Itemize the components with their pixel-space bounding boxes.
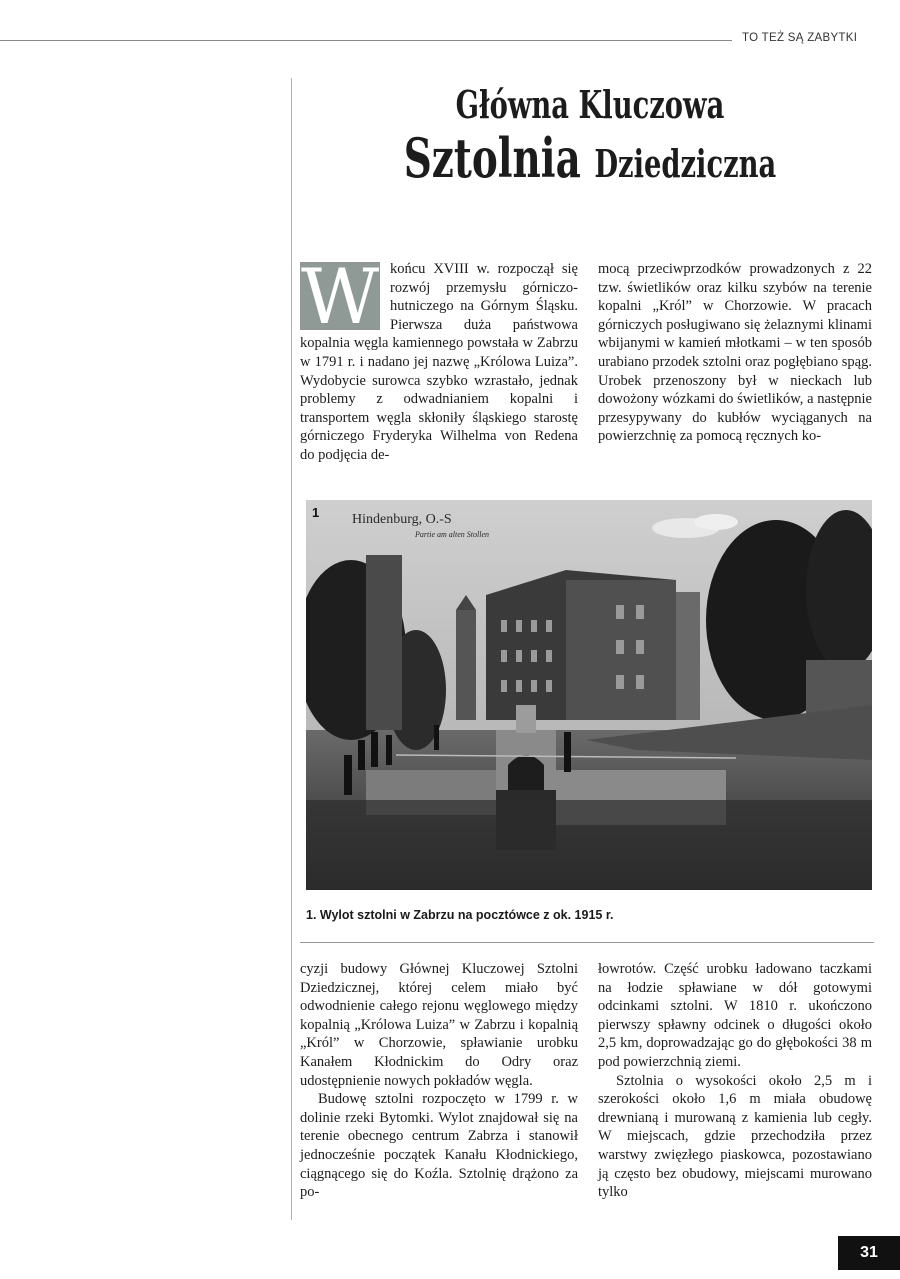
title-line1: Główna Kluczowa [455,82,725,127]
paragraph: łowrotów. Część urobku ładowano taczkami na łodzie spławiane w dół gotowymi odcinkami sztolni. W 1810 r. ukończono pierwszy spławny odcinek o długości około 2,5 km, doprowadzając go do głębokości 38 m pod powierzchnią ziemi. [598,961,872,1070]
postcard-subtitle: Partie am alten Stollen [415,530,489,539]
figure-number: 1 [312,505,320,520]
postcard-image [306,500,872,890]
paragraph: mocą przeciwprzodków prowadzonych z 22 tzw. świetlików oraz kilku szybów na terenie kopalni „Król” w Chorzowie. W pracach górniczych posługiwano się żelaznymi klinami wbijanymi w kamień młotkami – w ten sposób urabiano przodek sztolni oraz pogłębiano spąg. Urobek przenoszony był w nieckach lub dowożony wózkami do świetlików, a następnie przesypywany do kubłów wyciąganych na powierzchnię za pomocą ręcznych ko- [598,261,872,445]
paragraph: Budowę sztolni rozpoczęto w 1799 r. w dolinie rzeki Bytomki. Wylot znajdował się na terenie obecnego centrum Zabrza i stanowił jednocześnie początek Kanału Kłodnickiego, ciągnącego się do Koźla. Sztolnię drążono za po- [300,1091,578,1201]
drop-cap: W [300,252,380,341]
section-label: TO TEŻ SĄ ZABYTKI [742,32,858,44]
paragraph: Sztolnia o wysokości około 2,5 m i szerokości około 1,6 m miała obudowę drewnianą i murowaną z kamienia lub cegły. W miejscach, gdzie przechodziła przez warstwy zwięzłego piaskowca, pozostawiano ją często bez obudowy, miejscami murowano tylko [598,1072,872,1201]
article-title [300,76,880,194]
figure-caption: 1. Wylot sztolni w Zabrzu na pocztówce z ok. 1915 r. [306,908,614,922]
title-main-word: Sztolnia [403,126,581,190]
page-number: 31 [838,1236,900,1270]
text-column-4 [598,960,872,1202]
paragraph: końcu XVIII w. rozpoczął się rozwój przemysłu górniczo-hutniczego na Górnym Śląsku. Pierwsza duża państwowa kopalnia węgla kamiennego powstała w Zabrzu w 1791 r. i nadano jej nazwę „Królowa Luiza”. Wydobycie surowca szybko wzrastało, jednak problemy z odwadnianiem kopalni i transportem węgla skłoniły śląskiego starostę górniczego Fryderyka Wilhelma von Redena do podjęcia de- [300,261,578,463]
text-column-2 [598,260,872,446]
text-column-3 [300,960,578,1202]
postcard-title: Hindenburg, O.-S [352,512,452,527]
caption-rule [300,942,874,943]
postcard-photo [306,500,872,890]
paragraph: cyzji budowy Głównej Kluczowej Sztolni Dziedzicznej, której celem miało być odwodnienie całego rejonu węglowego między kopalnią „Królowa Luiza” w Zabrzu i kopalnią „Król” w Chorzowie, spławianie urobku Kanałem Kłodnickim do Odry oraz udostępnienie nowych pokładów węgla. [300,961,578,1089]
column-divider [291,78,292,1220]
text-column-1 [300,252,578,465]
title-small-word: Dziedziczna [594,141,777,186]
header-rule [0,40,732,41]
title-line2 [381,128,799,194]
